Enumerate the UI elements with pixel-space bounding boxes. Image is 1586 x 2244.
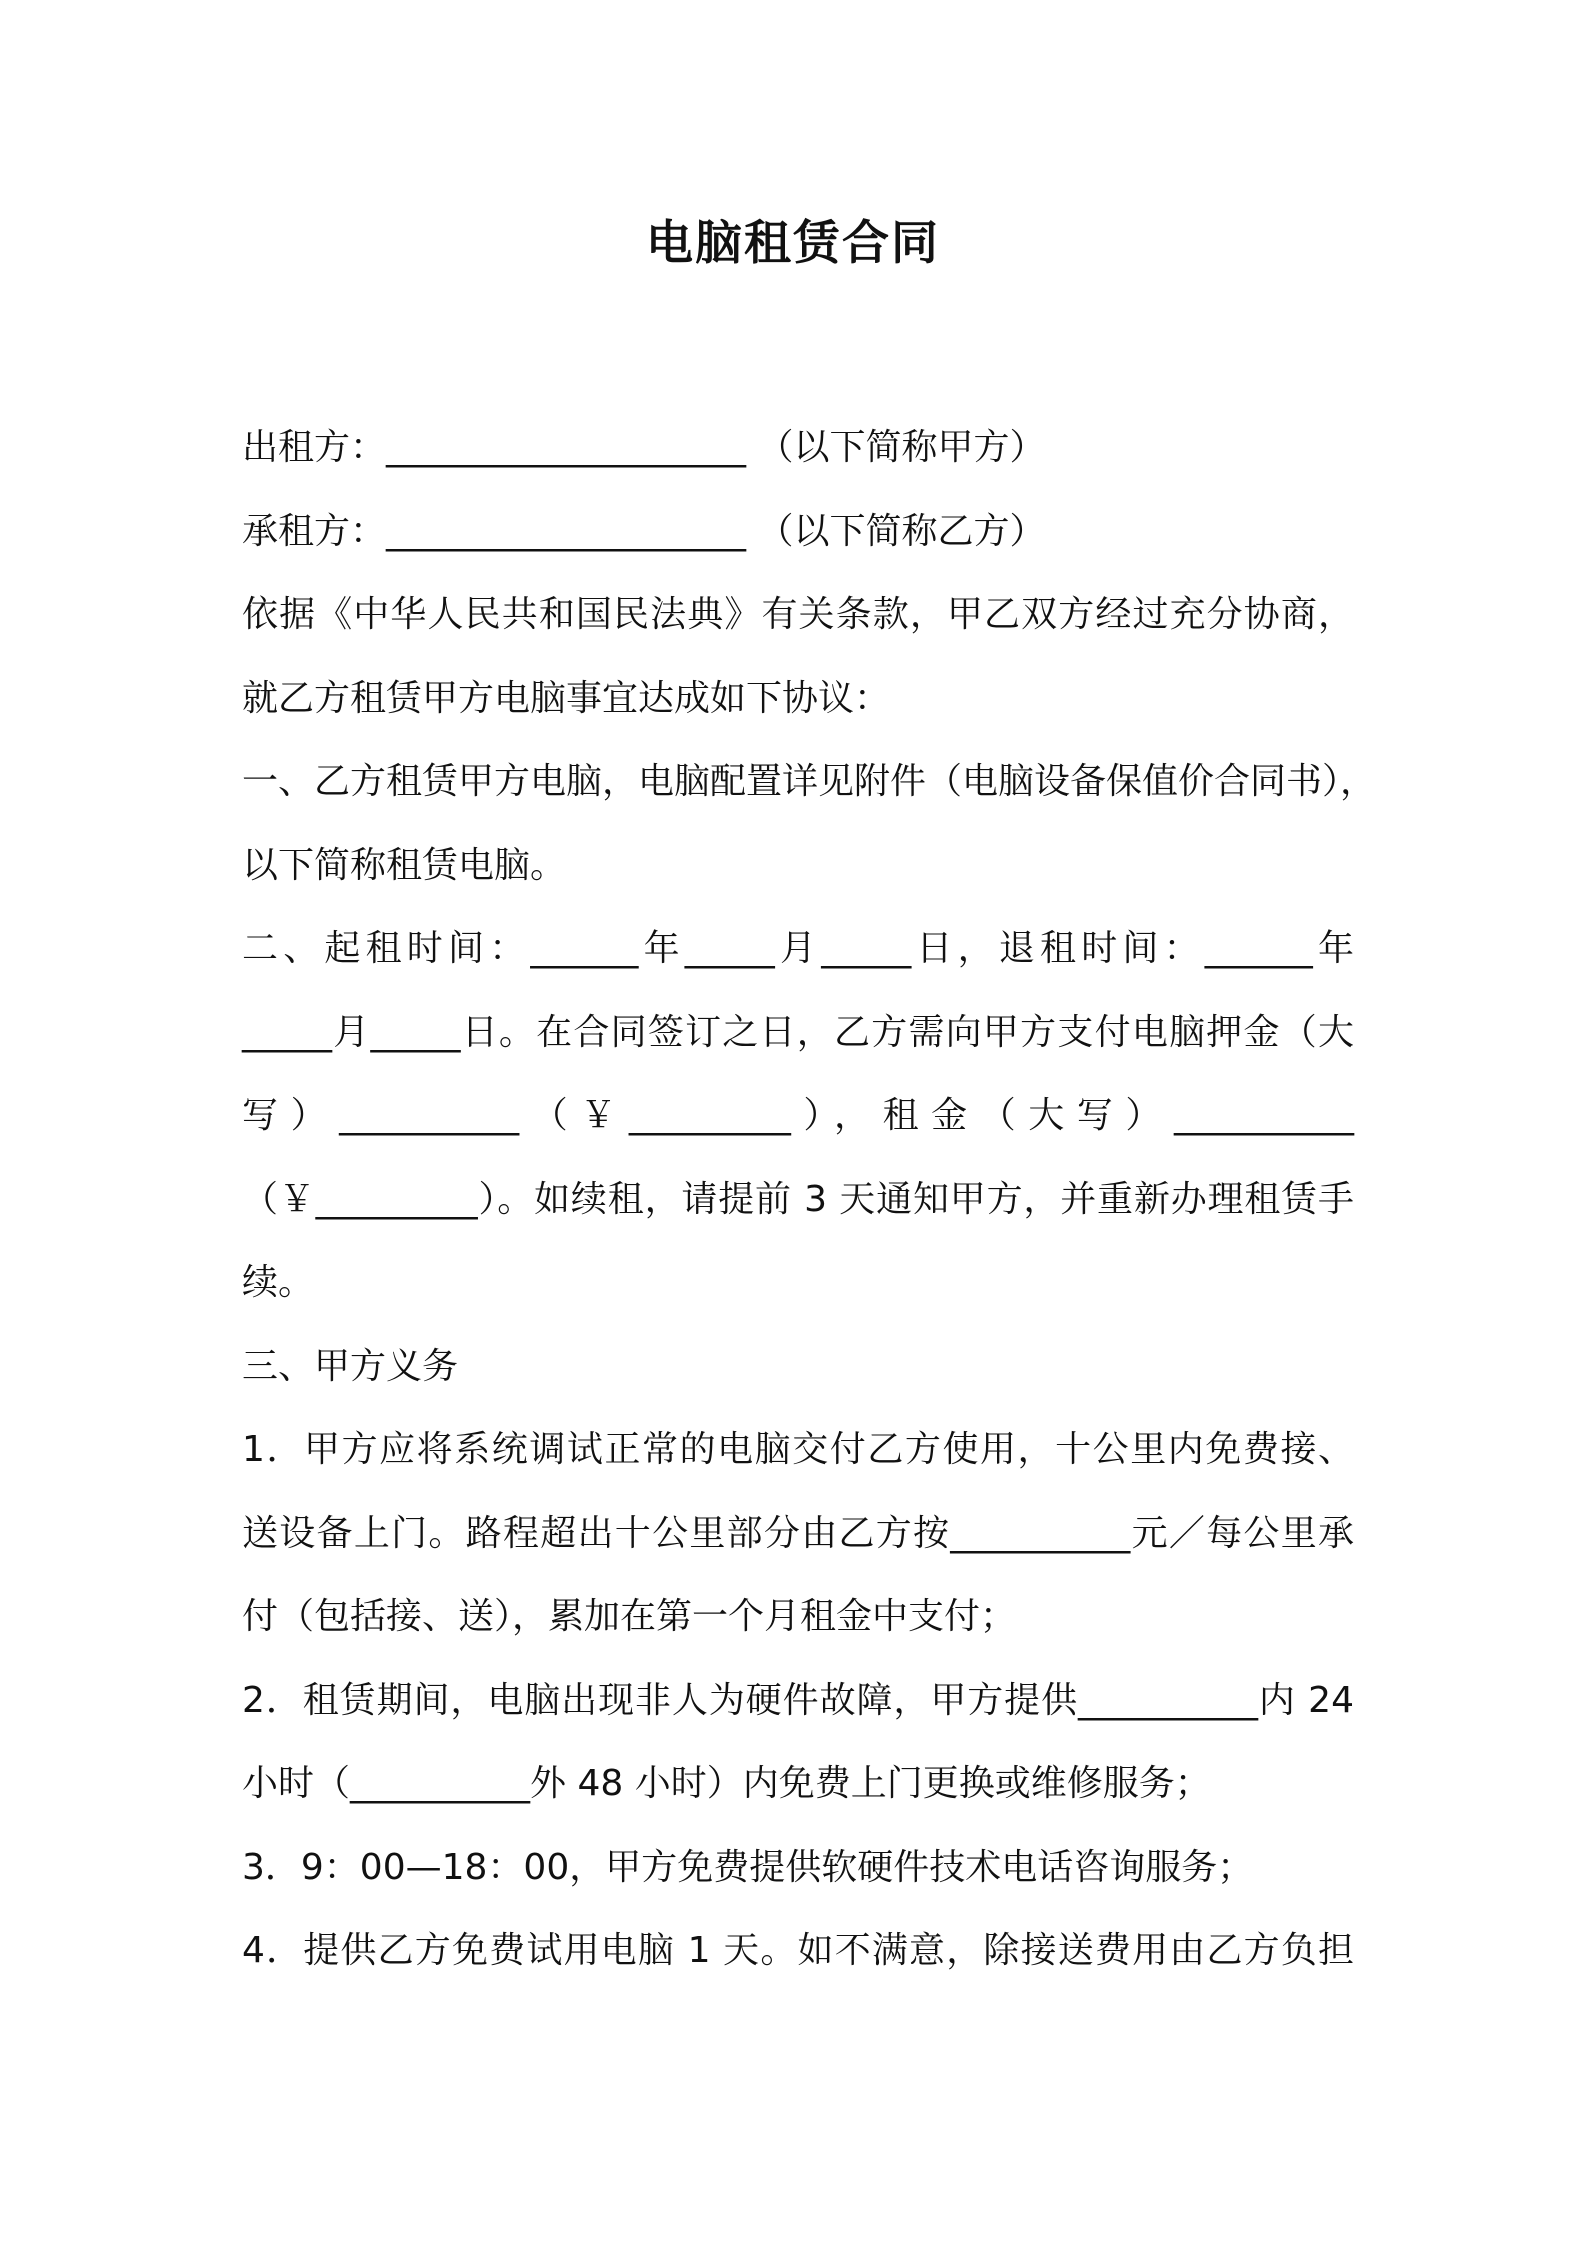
clause-2-line-5: 续。	[242, 1262, 315, 1303]
clause-2-line-1: 二、起租时间：______年_____月_____日，退租时间：______年	[242, 928, 1354, 969]
clause-2-line-4: （￥_________）。如续租，请提前 3 天通知甲方，并重新办理租赁手	[242, 1178, 1354, 1220]
section-3-heading: 三、甲方义务	[242, 1345, 459, 1387]
item-3-line-1: 3．9：00—18：00，甲方免费提供软硬件技术电话咨询服务；	[242, 1846, 1254, 1888]
item-1-line-3: 付（包括接、送），累加在第一个月租金中支付；	[242, 1596, 1017, 1637]
clause-1-line-1: 一、乙方租赁甲方电脑，电脑配置详见附件（电脑设备保值价合同书），	[242, 761, 1377, 802]
item-2-line-1: 2．租赁期间，电脑出现非人为硬件故障，甲方提供__________内 24	[242, 1679, 1354, 1721]
item-1-line-2: 送设备上门。路程超出十公里部分由乙方按__________元／每公里承	[242, 1512, 1354, 1554]
document-title: 电脑租赁合同	[646, 216, 940, 271]
lessor-line: 出租方：____________________ （以下简称甲方）	[242, 427, 1046, 468]
item-1-line-1: 1．甲方应将系统调试正常的电脑交付乙方使用，十公里内免费接、	[242, 1429, 1354, 1470]
clause-2-line-2: _____月_____日。在合同签订之日，乙方需向甲方支付电脑押金（大	[242, 1011, 1354, 1053]
preamble-line-1: 依据《中华人民共和国民法典》有关条款，甲乙双方经过充分协商，	[242, 594, 1354, 635]
clause-2-line-3: 写）__________（￥_________），租金（大写）__________	[242, 1095, 1354, 1136]
item-2-line-2: 小时（__________外 48 小时）内免费上门更换或维修服务；	[242, 1763, 1211, 1804]
preamble-line-2: 就乙方租赁甲方电脑事宜达成如下协议：	[242, 677, 891, 719]
document-body	[242, 406, 1377, 1993]
item-4-line-1: 4．提供乙方免费试用电脑 1 天。如不满意，除接送费用由乙方负担	[242, 1930, 1354, 1971]
clause-1-line-2: 以下简称租赁电脑。	[242, 844, 567, 886]
lessee-line: 承租方：____________________ （以下简称乙方）	[242, 510, 1046, 552]
